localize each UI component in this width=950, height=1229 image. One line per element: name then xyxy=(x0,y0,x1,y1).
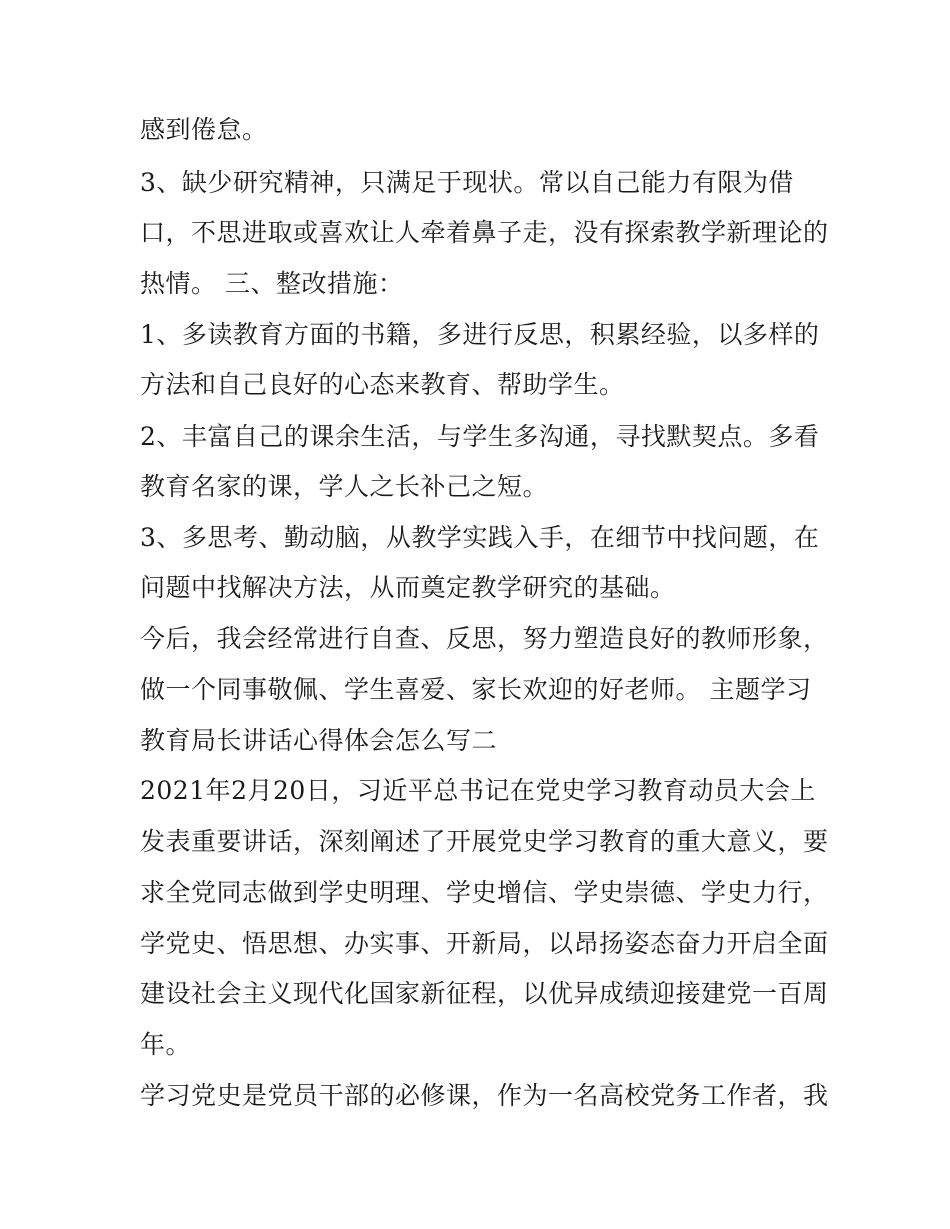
text-line: 感到倦怠。 xyxy=(140,115,268,144)
text-line: 教育局长讲话心得体会怎么写二 xyxy=(140,726,498,755)
text-line: 3、缺少研究精神，只满足于现状。常以自己能力有限为借 xyxy=(140,168,794,197)
text-line: 学党史、悟思想、办实事、开新局，以昂扬姿态奋力开启全面 xyxy=(140,929,829,958)
text-line: 1、多读教育方面的书籍，多进行反思，积累经验，以多样的 xyxy=(140,320,820,349)
text-line: 热情。 三、整改措施： xyxy=(140,269,404,298)
text-line: 问题中找解决方法，从而奠定教学研究的基础。 xyxy=(140,573,676,602)
text-line: 求全党同志做到学史明理、学史增信、学史崇德、学史力行， xyxy=(140,878,829,907)
text-line: 教育名家的课，学人之长补己之短。 xyxy=(140,472,549,501)
text-line: 2021年2月20日，习近平总书记在党史学习教育动员大会上 xyxy=(140,776,816,805)
text-line: 方法和自己良好的心态来教育、帮助学生。 xyxy=(140,370,625,399)
text-line: 建设社会主义现代化国家新征程，以优异成绩迎接建党一百周 xyxy=(140,979,829,1008)
text-line: 3、多思考、勤动脑，从教学实践入手，在细节中找问题，在 xyxy=(140,523,820,552)
text-line: 发表重要讲话，深刻阐述了开展党史学习教育的重大意义，要 xyxy=(140,827,829,856)
text-line: 2、丰富自己的课余生活，与学生多沟通，寻找默契点。多看 xyxy=(140,422,820,451)
text-line: 口，不思进取或喜欢让人牵着鼻子走，没有探索教学新理论的 xyxy=(140,218,829,247)
text-line: 做一个同事敬佩、学生喜爱、家长欢迎的好老师。 主题学习 xyxy=(140,675,812,704)
text-line: 学习党史是党员干部的必修课，作为一名高校党务工作者，我 xyxy=(140,1081,829,1110)
text-line: 年。 xyxy=(140,1030,192,1059)
text-line: 今后，我会经常进行自查、反思，努力塑造良好的教师形象， xyxy=(140,624,829,653)
